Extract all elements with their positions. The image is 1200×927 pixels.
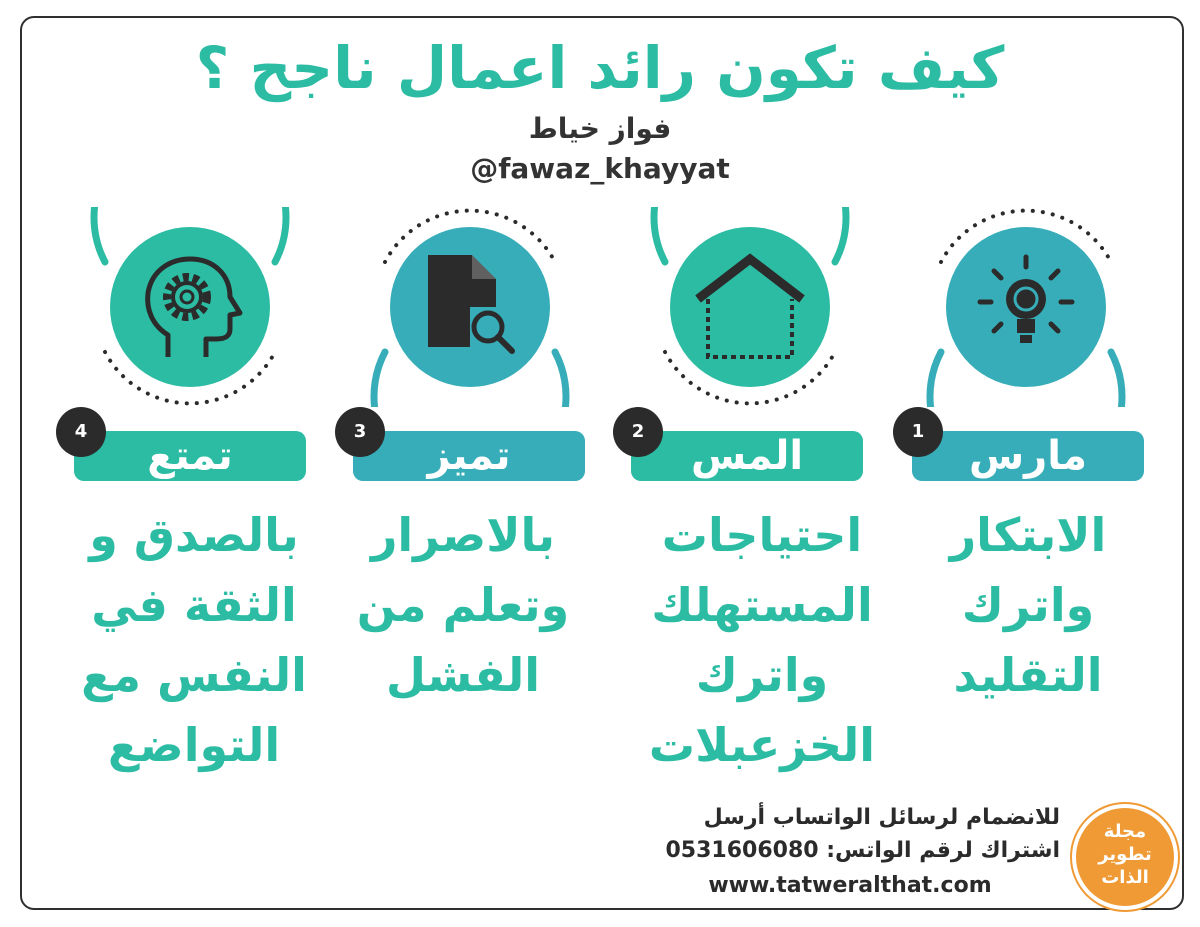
description-line: الخزعبلات	[648, 718, 876, 772]
description-line: النفس مع	[81, 648, 307, 702]
step-1-number-badge: 1	[893, 407, 943, 457]
step-3-label: تميز	[353, 431, 585, 481]
whatsapp-number-text: اشتراك لرقم الواتس: 0531606080	[665, 838, 1060, 863]
author-name: فواز خياط	[528, 112, 672, 145]
step-4-number-badge: 4	[56, 407, 106, 457]
description-line: الثقة في	[91, 578, 297, 632]
step-2-description	[632, 500, 892, 780]
description-line: وتعلم من	[356, 578, 570, 632]
description-line: المستهلك	[651, 578, 873, 632]
whatsapp-join-text: للانضمام لرسائل الواتساب أرسل	[703, 805, 1060, 830]
page-title: كيف تكون رائد اعمال ناجح ؟	[195, 34, 1005, 102]
head-gear-icon	[90, 207, 290, 407]
step-2-circle	[650, 207, 850, 407]
step-4-label: تمتع	[74, 431, 306, 481]
description-line: التقليد	[953, 648, 1103, 702]
step-3-number-badge: 3	[335, 407, 385, 457]
step-1-circle	[926, 207, 1126, 407]
description-line: واترك	[695, 648, 829, 702]
website-link[interactable]: www.tatweralthat.com	[708, 873, 992, 898]
description-line: التواضع	[107, 718, 281, 772]
lightbulb-icon	[926, 207, 1126, 407]
house-icon	[650, 207, 850, 407]
description-line: بالاصرار	[370, 508, 556, 562]
step-1-description	[898, 500, 1158, 710]
step-3-description	[333, 500, 593, 710]
author-handle: @fawaz_khayyat	[470, 152, 730, 185]
description-line: الفشل	[385, 648, 540, 702]
description-line: الابتكار	[949, 508, 1107, 562]
step-4-circle	[90, 207, 290, 407]
step-2-label: المس	[631, 431, 863, 481]
step-2-number-badge: 2	[613, 407, 663, 457]
description-line: بالصدق و	[89, 508, 299, 562]
logo-text: مجلة	[1103, 821, 1147, 842]
logo-text: الذات	[1101, 867, 1149, 888]
document-search-icon	[370, 207, 570, 407]
magazine-logo	[1072, 804, 1178, 910]
logo-text: تطوير	[1098, 844, 1152, 865]
step-3-circle	[370, 207, 570, 407]
step-1-label: مارس	[912, 431, 1144, 481]
step-4-description	[64, 500, 324, 780]
description-line: واترك	[961, 578, 1095, 632]
description-line: احتياجات	[661, 508, 863, 562]
